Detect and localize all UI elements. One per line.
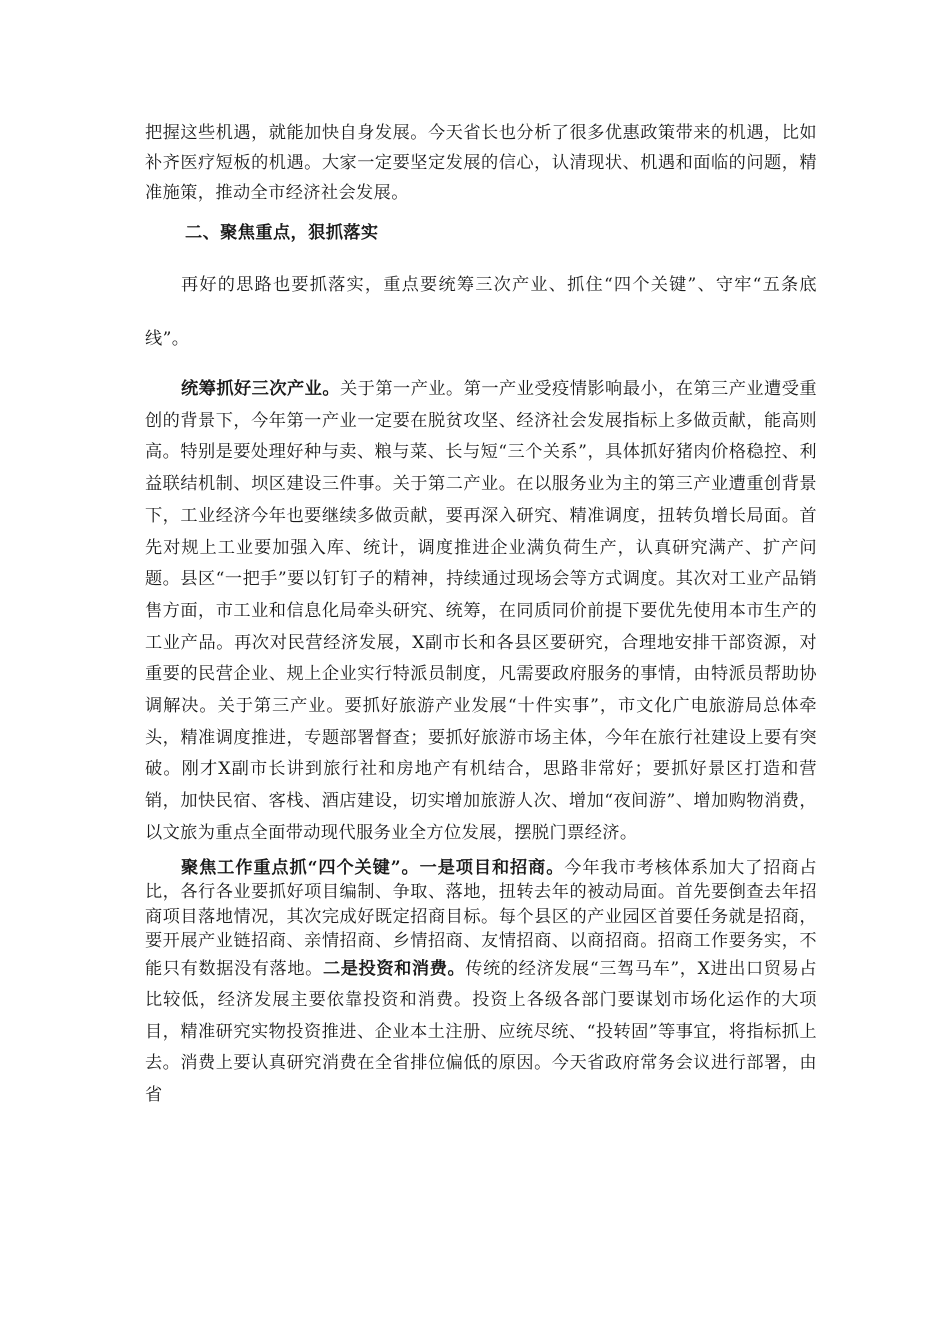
key-point-2-title: 二是投资和消费。 bbox=[322, 958, 466, 979]
industry-paragraph-title: 统筹抓好三次产业。 bbox=[181, 379, 341, 399]
industry-paragraph-body: 关于第一产业。第一产业受疫情影响最小，在第三产业遭受重创的背景下，今年第一产业一定要在脱贫攻坚、经济社会发展指标上多做贡献，能高则高。特别是要处理好种与卖、粮与菜、长与短“三个关系”，具体抓好猪肉价格稳控、利益联结机制、坝区建设三件事。关于第二产业。在以服务业为主的第三产业遭重创背景下，工业经济今年也要继续多做贡献，要再深入研究、精准调度，扭转负增长局面。首先对规上工业要加强入库、统计，调度推进企业满负荷生产，认真研究满产、扩产问题。县区“一把手”要以钉钉子的精神，持续通过现场会等方式调度。其次对工业产品销售方面，市工业和信息化局牵头研究、统筹，在同质同价前提下要优先使用本市生产的工业产品。再次对民营经济发展，X副市长和各县区要研究，合理地安排干部资源，对重要的民营企业、规上企业实行特派员制度，凡需要政府服务的事情，由特派员帮助协调解决。关于第三产业。要抓好旅游产业发展“十件实事”，市文化广电旅游局总体牵头，精准调度推进，专题部署督查；要抓好旅游市场主体，今年在旅行社建设上要有突破。刚才X副市长讲到旅行社和房地产有机结合，思路非常好；要抓好景区打造和营销，加快民宿、客栈、酒店建设，切实增加旅游人次、增加“夜间游”、增加购物消费，以文旅为重点全面带动现代服务业全方位发展，摆脱门票经济。 bbox=[145, 379, 817, 843]
key-point-1-title: 一是项目和招商。 bbox=[419, 857, 565, 878]
key-points-paragraph bbox=[145, 856, 817, 1112]
document-page bbox=[145, 118, 817, 1111]
industry-paragraph bbox=[145, 374, 817, 850]
section-heading: 二、聚焦重点，狠抓落实 bbox=[185, 223, 379, 243]
key-point-2-body: 传统的经济发展“三驾马车”，X进出口贸易占比较低，经济发展主要依靠投资和消费。投资上各级各部门要谋划市场化运作的大项目，精准研究实物投资推进、企业本土注册、应统尽统、“投转固”等事宜，将指标抓上去。消费上要认真研究消费在全省排位偏低的原因。今天省政府常务会议进行部署，由省 bbox=[145, 958, 817, 1105]
key-points-title: 聚焦工作重点抓“四个关键”。 bbox=[181, 857, 420, 878]
key-point-1-body: 今年我市考核体系加大了招商占比，各行各业要抓好项目编制、争取、落地，扭转去年的被动局面。首先要倒查去年招商项目落地情况，其次完成好既定招商目标。每个县区的产业园区首要任务就是招商，要开展产业链招商、亲情招商、乡情招商、友情招商、以商招商。招商工作要务实，不能只有数据没有落地。 bbox=[145, 857, 818, 979]
lead-paragraph: 再好的思路也要抓落实，重点要统筹三次产业、抓住“四个关键”、守牢“五条底线”。 bbox=[145, 275, 817, 349]
intro-paragraph: 把握这些机遇，就能加快自身发展。今天省长也分析了很多优惠政策带来的机遇，比如补齐医疗短板的机遇。大家一定要坚定发展的信心，认清现状、机遇和面临的问题，精准施策，推动全市经济社会发展。 bbox=[145, 123, 817, 203]
